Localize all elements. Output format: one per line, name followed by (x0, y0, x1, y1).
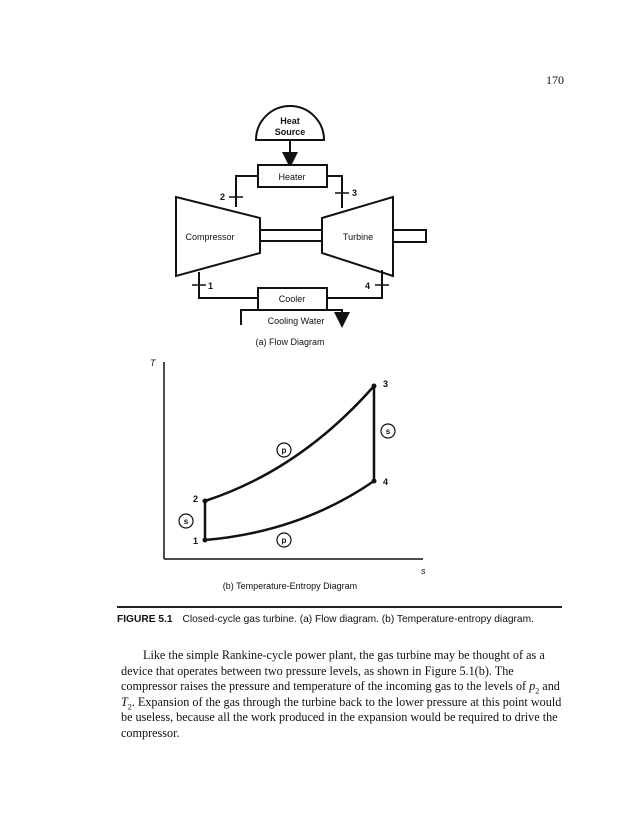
process-p-lower-label: p (281, 536, 287, 545)
page-number: 170 (546, 73, 564, 87)
s-axis-label: s (421, 566, 426, 576)
state-point-1 (203, 538, 208, 543)
heat-source-label-2: Source (274, 127, 306, 137)
state-2-label: 2 (219, 192, 225, 202)
heat-source-label-1: Heat (280, 116, 300, 126)
flow-diagram-subcaption: (a) Flow Diagram (255, 337, 325, 347)
process-s-right-label: s (385, 427, 391, 436)
body-text-2: and (539, 679, 560, 693)
body-paragraph (121, 648, 571, 741)
output-shaft (393, 230, 426, 242)
process-2-3-constant-pressure (205, 386, 374, 501)
ts-point-2-label: 2 (192, 494, 198, 504)
var-t-sub: 2 (127, 701, 132, 711)
figure-caption (117, 614, 577, 625)
process-s-left-label: s (183, 517, 189, 526)
state-3-label: 3 (352, 188, 358, 198)
body-text-1: Like the simple Rankine-cycle power plant, the gas turbine may be thought of as a device that operates between two pressure levels, as shown in Figure 5.1(b). The compressor raises the pressure and temperature of the incoming gas to the levels of (121, 648, 545, 693)
turbine-label: Turbine (342, 232, 374, 242)
figure-label: FIGURE 5.1 (117, 614, 173, 625)
ts-point-4-label: 4 (383, 477, 389, 487)
body-text-3: . Expansion of the gas through the turbine back to the lower pressure at this point would be useless, because all the work produced in the expansion would be required to drive the compressor. (121, 694, 562, 740)
var-p-sub: 2 (535, 686, 540, 696)
state-1-label: 1 (208, 281, 214, 291)
compressor-label: Compressor (185, 232, 235, 242)
var-p: p (529, 679, 536, 693)
caption-rule (117, 606, 562, 608)
ts-point-1-label: 1 (192, 536, 198, 546)
process-p-upper-label: p (281, 446, 287, 455)
cooling-water-in (241, 310, 270, 325)
t-axis-label: T (150, 358, 156, 368)
ts-diagram (164, 362, 423, 559)
cooler-label: Cooler (278, 294, 306, 304)
cooling-water-label: Cooling Water (267, 316, 325, 326)
ts-point-3-label: 3 (383, 379, 389, 389)
state-4-label: 4 (364, 281, 370, 291)
heater-label: Heater (278, 172, 306, 182)
state-point-3 (372, 384, 377, 389)
process-4-1-constant-pressure (205, 481, 374, 540)
var-t: T (121, 694, 128, 709)
flow-diagram (176, 106, 426, 325)
state-point-2 (203, 499, 208, 504)
ts-diagram-subcaption: (b) Temperature-Entropy Diagram (222, 581, 358, 591)
figure-caption-text: Closed-cycle gas turbine. (a) Flow diagram. (b) Temperature-entropy diagram. (182, 614, 534, 625)
state-point-4 (372, 479, 377, 484)
